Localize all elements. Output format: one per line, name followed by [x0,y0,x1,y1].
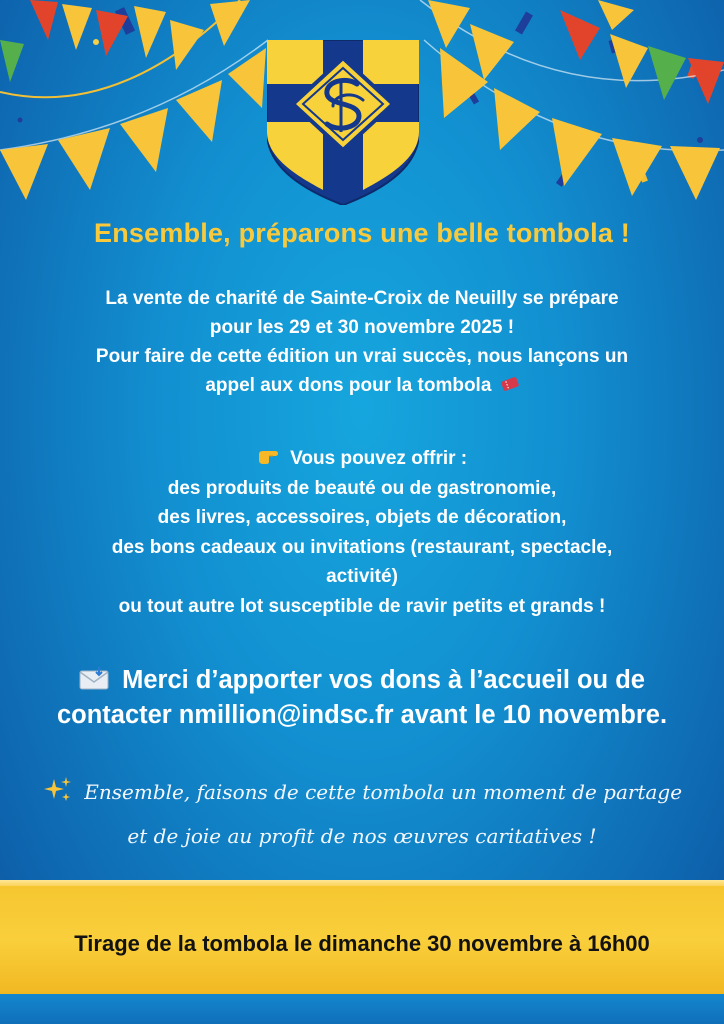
offer-section [0,444,724,621]
contact-line: contacter nmillion@indsc.fr avant le 10 novembre. [56,701,668,729]
intro-line: La vente de charité de Sainte-Croix de Neuilly se prépare [105,288,619,309]
offer-heading: Vous pouvez offrir : [290,448,468,469]
contact-line [0,663,724,698]
offer-item: des bons cadeaux ou invitations (restaurant, spectacle, [111,536,613,558]
envelope-icon [79,666,109,690]
offer-item: ou tout autre lot susceptible de ravir petits et grands ! [118,595,606,617]
intro-line [0,371,724,400]
bunting-left-lower [0,48,266,200]
offer-item: activité) [326,566,398,587]
offer-item: des livres, accessoires, objets de décoration, [157,507,567,528]
school-crest-logo [267,40,419,205]
closing-line-text: Ensemble, faisons de cette tombola un moment de partage [84,780,683,804]
closing-line: et de joie au profit de nos œuvres caritatives ! [127,824,597,848]
contact-section [0,663,724,733]
closing-message [0,770,724,858]
ticket-icon [501,376,519,392]
draw-date-text: Tirage de la tombola le dimanche 30 novembre à 16h00 [74,931,650,956]
intro-line: pour les 29 et 30 novembre 2025 ! [209,317,515,338]
closing-line [0,770,724,814]
sparkles-icon [42,775,72,803]
pointing-hand-icon [257,448,281,466]
bottom-strip [0,994,724,1024]
intro-line: Pour faire de cette édition un vrai succès, nous lançons un [95,346,629,367]
intro-paragraph [0,284,724,400]
footer-band [0,886,724,994]
contact-line-text: Merci d’apporter vos dons à l’accueil ou de [122,666,645,694]
offer-item: des produits de beauté ou de gastronomie, [167,477,557,499]
offer-heading-line [0,444,724,474]
page-title: Ensemble, préparons une belle tombola ! [94,218,630,248]
intro-line-text: appel aux dons pour la tombola [205,375,492,396]
